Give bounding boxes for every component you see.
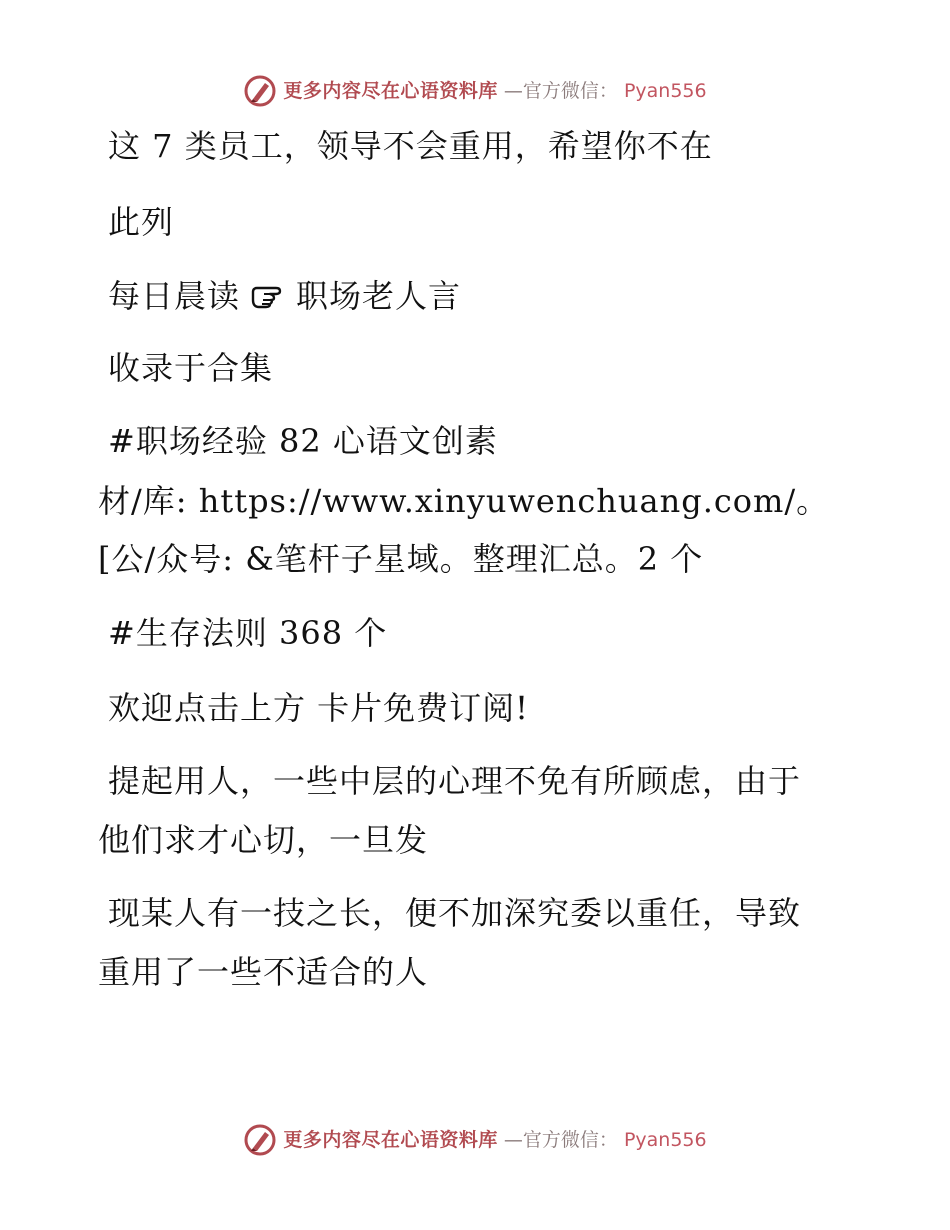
watermark-wechat-label: —官方微信： [503,1128,618,1151]
paragraph-line-4: 重用了一些不适合的人 [98,953,429,991]
column-name: 职场老人言 [296,277,462,315]
column-label: 每日晨读 [108,277,241,315]
watermark-site-text: 更多内容尽在心语资料库 [283,79,498,102]
hashtag-line-2: #生存法则 368 个 [108,614,388,652]
fountain-pen-logo-icon [243,74,277,108]
watermark-wechat-id: Pyan556 [623,79,707,102]
watermark-wechat-id: Pyan556 [623,1128,707,1151]
collection-label: 收录于合集 [108,349,274,387]
paragraph-line-2: 他们求才心切，一旦发 [98,821,429,859]
subscribe-prompt: 欢迎点击上方 卡片免费订阅! [108,689,530,727]
header-watermark [0,74,950,108]
watermark-wechat-label: —官方微信： [503,79,618,102]
account-line: [公/众号: &笔杆子星域。整理汇总。2 个 [98,540,704,578]
pointing-hand-icon [250,280,288,310]
paragraph-line-3: 现某人有一技之长，便不加深究委以重任，导致 [108,894,802,932]
fountain-pen-logo-icon [243,1123,277,1157]
hashtag-line-1: #职场经验 82 心语文创素 [108,422,498,460]
article-title-line-1: 这 7 类员工，领导不会重用，希望你不在 [108,127,713,165]
source-url-line: 材/库: https://www.xinyuwenchuang.com/。 [98,482,830,520]
footer-watermark [0,1123,950,1157]
watermark-site-text: 更多内容尽在心语资料库 [283,1128,498,1151]
column-line [108,277,462,315]
paragraph-line-1: 提起用人，一些中层的心理不免有所顾虑，由于 [108,762,802,800]
article-title-line-2: 此列 [108,203,175,241]
